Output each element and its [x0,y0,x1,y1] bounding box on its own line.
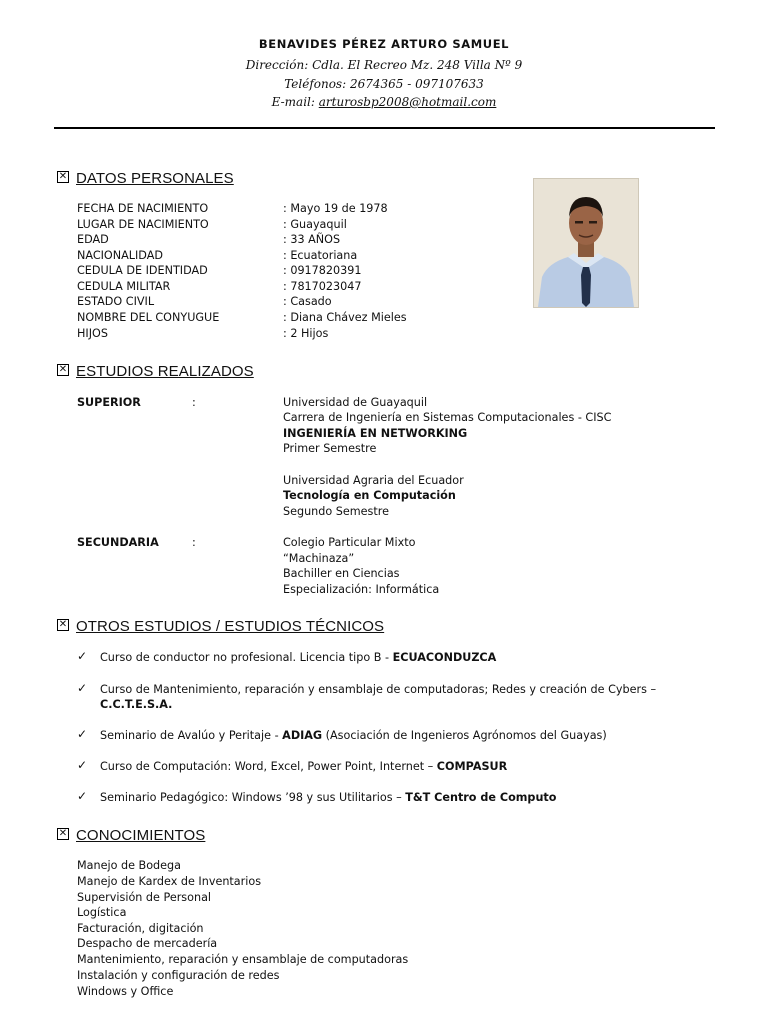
section-personal [57,169,234,187]
address: Dirección: Cdla. El Recreo Mz. 248 Villa Nº 9 [245,58,523,72]
personal-label: EDAD [77,233,109,246]
email-line [0,95,768,109]
personal-value: : 2 Hijos [283,327,329,340]
section-title: DATOS PERSONALES [76,169,234,187]
checkmark-icon: ✓ [77,681,88,695]
course-institution: COMPASUR [436,760,508,773]
section-title: ESTUDIOS REALIZADOS [76,362,254,380]
checkmark-icon: ✓ [77,758,88,772]
personal-label: FECHA DE NACIMIENTO [77,202,209,215]
section-studies [57,362,254,380]
personal-label: ESTADO CIVIL [77,295,155,308]
study-line: Universidad de Guayaquil [283,396,428,409]
study-line: Primer Semestre [283,442,377,455]
course-item [100,759,507,775]
email-label: E-mail: [271,95,319,109]
personal-value: : 33 AÑOS [283,233,341,246]
email-link[interactable]: arturosbp2008@hotmail.com [318,95,497,109]
course-institution: ADIAG [282,729,323,742]
checkmark-icon: ✓ [77,649,88,663]
personal-value: : Guayaquil [283,218,347,231]
personal-value: : Mayo 19 de 1978 [283,202,388,215]
study-line: Colegio Particular Mixto [283,536,416,549]
study-line: Carrera de Ingeniería en Sistemas Computacionales - CISC [283,411,612,424]
course-item [100,650,496,666]
study-line: “Machinaza” [283,552,355,565]
skill-item: Instalación y configuración de redes [77,969,280,982]
course-text: Curso de Computación: Word, Excel, Power Point, Internet – [100,760,437,773]
personal-label: CEDULA MILITAR [77,280,171,293]
personal-value: : 0917820391 [283,264,362,277]
course-text: Seminario de Avalúo y Peritaje - [100,729,283,742]
study-line: Especialización: Informática [283,583,440,596]
personal-label: LUGAR DE NACIMIENTO [77,218,209,231]
course-text: Seminario Pedagógico: Windows ’98 y sus Utilitarios – [100,791,406,804]
personal-value: : Ecuatoriana [283,249,358,262]
section-other-studies [57,617,384,635]
personal-value: : Diana Chávez Mieles [283,311,407,324]
personal-label: NACIONALIDAD [77,249,163,262]
section-title: CONOCIMIENTOS [76,826,206,844]
skill-item: Windows y Office [77,985,174,998]
cv-name: BENAVIDES PÉREZ ARTURO SAMUEL [258,37,510,51]
skill-item: Supervisión de Personal [77,891,212,904]
personal-value: : Casado [283,295,332,308]
checkmark-icon: ✓ [77,789,88,803]
skill-item: Despacho de mercadería [77,937,218,950]
course-text-after: (Asociación de Ingenieros Agrónomos del Guayas) [322,729,607,742]
secundaria-label: SECUNDARIA [77,536,159,549]
personal-value: : 7817023047 [283,280,362,293]
portrait-image [534,179,638,307]
course-institution: ECUACONDUZCA [392,651,497,664]
personal-label: NOMBRE DEL CONYUGUE [77,311,220,324]
secundaria-colon: : [192,536,196,549]
checkmark-icon: ✓ [77,727,88,741]
section-title: OTROS ESTUDIOS / ESTUDIOS TÉCNICOS [76,617,385,635]
course-text: Curso de conductor no profesional. Licencia tipo B - [100,651,393,664]
course-institution: C.C.T.E.S.A. [100,698,173,711]
superior-colon: : [192,396,196,409]
skill-item: Facturación, digitación [77,922,204,935]
study-line: Universidad Agraria del Ecuador [283,474,464,487]
study-line: Tecnología en Computación [283,489,456,502]
skill-item: Mantenimiento, reparación y ensamblaje de computadoras [77,953,409,966]
personal-label: CEDULA DE IDENTIDAD [77,264,208,277]
study-line: Bachiller en Ciencias [283,567,400,580]
skill-item: Logística [77,906,127,919]
study-line: Segundo Semestre [283,505,389,518]
study-line: INGENIERÍA EN NETWORKING [283,427,468,440]
course-item [100,728,607,744]
superior-label: SUPERIOR [77,396,141,409]
course-institution: T&T Centro de Computo [405,791,557,804]
checkbox-x-icon: ✕ [58,364,68,375]
checkbox-x-icon: ✕ [58,828,68,839]
skill-item: Manejo de Bodega [77,859,181,872]
checkbox-x-icon: ✕ [58,619,68,630]
profile-photo [533,178,639,308]
course-item [100,790,556,806]
header-divider [54,127,715,129]
personal-label: HIJOS [77,327,108,340]
skill-item: Manejo de Kardex de Inventarios [77,875,262,888]
section-skills [57,826,205,844]
course-text: Curso de Mantenimiento, reparación y ensamblaje de computadoras; Redes y creación de Cybers – [100,683,657,696]
checkbox-x-icon: ✕ [58,171,68,182]
phones: Teléfonos: 2674365 - 097107633 [284,77,484,91]
